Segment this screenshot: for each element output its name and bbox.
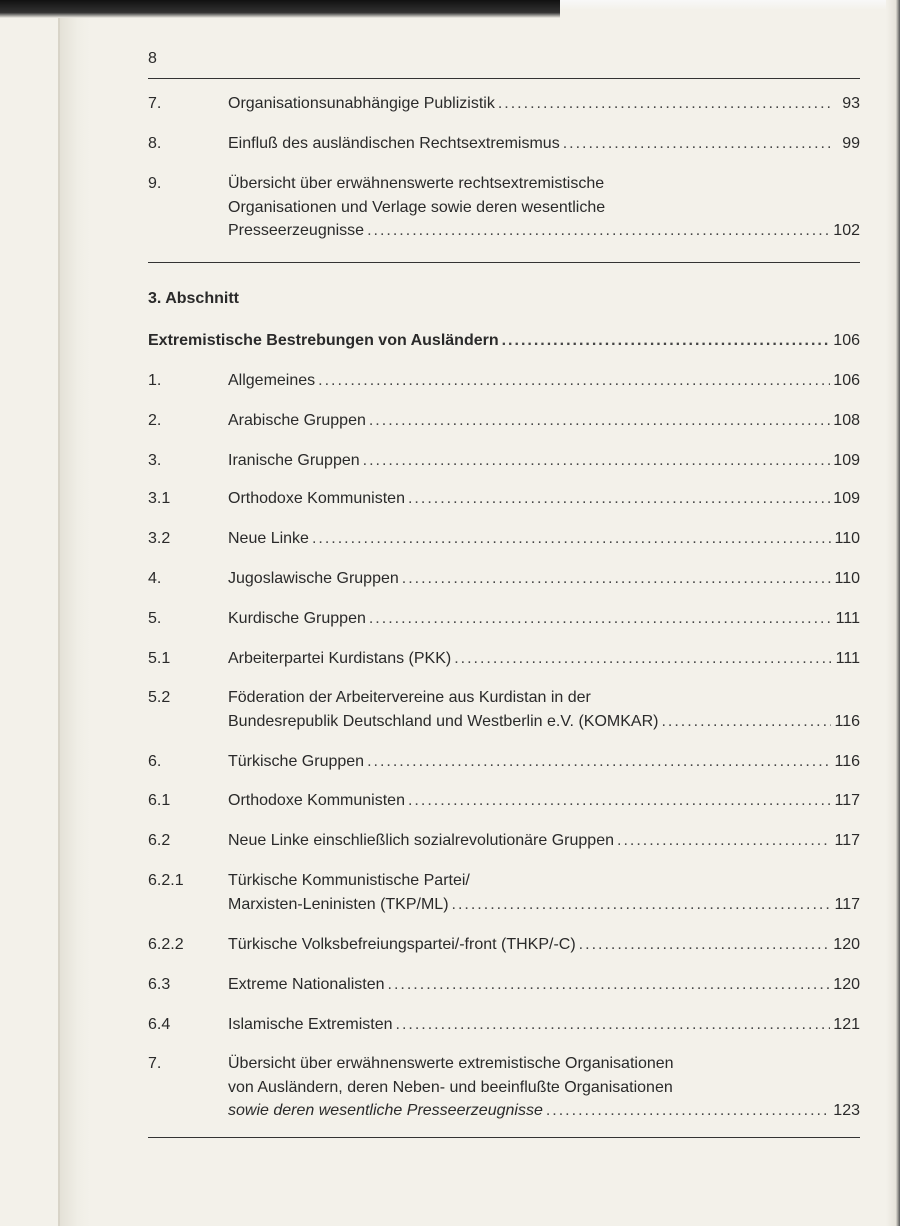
toc-entry	[148, 567, 860, 591]
toc-entry	[148, 973, 860, 997]
toc-entry	[148, 647, 860, 671]
toc-entry	[148, 527, 860, 551]
dot-leader	[388, 973, 831, 997]
entry-title: Türkische Gruppen	[228, 753, 365, 770]
toc-entry	[148, 829, 860, 853]
entry-number: 2.	[148, 412, 162, 429]
entry-title: Iranische Gruppen	[228, 452, 360, 469]
entry-page: 116	[834, 753, 860, 770]
entry-page: 117	[834, 792, 860, 809]
entry-page: 121	[833, 1016, 860, 1033]
toc-entry	[148, 172, 860, 243]
dot-leader	[579, 933, 831, 957]
toc-entry	[148, 789, 860, 813]
toc-entry	[148, 686, 860, 733]
entry-number: 5.2	[148, 689, 171, 706]
entry-page: 109	[833, 490, 860, 507]
entry-number: 1.	[148, 372, 162, 389]
dot-leader	[454, 647, 832, 671]
entry-page: 120	[833, 976, 860, 993]
entry-page: 109	[833, 452, 860, 469]
page-number: 8	[148, 50, 157, 67]
entry-page: 111	[835, 610, 860, 627]
dot-leader	[369, 607, 833, 631]
dot-leader	[369, 409, 830, 433]
section-label: 3. Abschnitt	[148, 290, 239, 307]
entry-title: Islamische Extremisten	[228, 1016, 393, 1033]
entry-number: 5.1	[148, 650, 171, 667]
entry-number: 3.2	[148, 530, 171, 547]
section-heading-page: 106	[833, 332, 860, 349]
entry-number: 6.2.1	[148, 872, 184, 889]
entry-title: Neue Linke	[228, 530, 309, 547]
entry-number: 7.	[148, 95, 162, 112]
entry-number: 3.	[148, 452, 162, 469]
entry-number: 6.4	[148, 1016, 171, 1033]
dot-leader	[367, 750, 831, 774]
section-heading-title: Extremistische Bestrebungen von Ausländern	[148, 332, 499, 349]
entry-page: 99	[842, 135, 860, 152]
entry-title: Türkische Volksbefreiungspartei/-front (THKP/-C)	[228, 936, 576, 953]
entry-title: Einfluß des ausländischen Rechtsextremismus	[228, 135, 560, 152]
entry-title: Presseerzeugnisse	[228, 222, 365, 239]
entry-title: Föderation der Arbeitervereine aus Kurdistan in der	[228, 689, 591, 706]
entry-title: Übersicht über erwähnenswerte rechtsextremistische	[228, 175, 605, 192]
entry-title: Marxisten-Leninisten (TKP/ML)	[228, 895, 449, 913]
dot-leader	[402, 567, 832, 591]
dot-leader	[396, 1013, 831, 1037]
entry-title: Bundesrepublik Deutschland und Westberlin e.V. (KOMKAR)	[228, 712, 659, 730]
entry-title: Organisationen und Verlage sowie deren wesentliche	[228, 198, 606, 216]
entry-page: 102	[833, 222, 860, 239]
toc-entry	[148, 1052, 860, 1123]
entry-title: Organisationsunabhängige Publizistik	[228, 95, 495, 112]
page-binding	[58, 18, 90, 1226]
divider	[148, 1137, 860, 1138]
divider	[148, 262, 860, 263]
dot-leader	[498, 92, 833, 116]
entry-number: 6.3	[148, 976, 171, 993]
dot-leader	[367, 219, 830, 243]
dot-leader	[502, 329, 831, 353]
entry-number: 6.2.2	[148, 936, 184, 953]
toc-entry	[148, 487, 860, 511]
entry-title: Neue Linke einschließlich sozialrevolutionäre Gruppen	[228, 832, 614, 849]
toc-entry	[148, 409, 860, 433]
toc-entry	[148, 369, 860, 393]
entry-title: Jugoslawische Gruppen	[228, 570, 399, 587]
toc-entry	[148, 607, 860, 631]
dot-leader	[563, 132, 833, 156]
entry-page: 111	[835, 650, 860, 667]
dot-leader	[312, 527, 832, 551]
entry-number: 6.2	[148, 832, 171, 849]
entry-number: 9.	[148, 175, 162, 192]
entry-number: 6.1	[148, 792, 171, 809]
entry-page: 117	[834, 832, 860, 849]
entry-title: Kurdische Gruppen	[228, 610, 366, 627]
entry-title: sowie deren wesentliche Presseerzeugnisse	[228, 1102, 543, 1119]
entry-page: 108	[833, 412, 860, 429]
entry-page: 123	[833, 1102, 860, 1119]
entry-title: Orthodoxe Kommunisten	[228, 792, 405, 809]
entry-title: von Ausländern, deren Neben- und beeinflußte Organisationen	[228, 1078, 673, 1096]
entry-number: 8.	[148, 135, 162, 152]
page-edge	[886, 0, 900, 1226]
toc-entry	[148, 869, 860, 916]
entry-page: 117	[834, 895, 860, 913]
dot-leader	[452, 893, 832, 917]
entry-title: Extreme Nationalisten	[228, 976, 385, 993]
entry-page: 120	[833, 936, 860, 953]
entry-number: 3.1	[148, 490, 171, 507]
dot-leader	[546, 1099, 830, 1123]
entry-page: 93	[842, 95, 860, 112]
entry-page: 116	[834, 712, 860, 730]
entry-title: Türkische Kommunistische Partei/	[228, 872, 470, 889]
entry-number: 4.	[148, 570, 162, 587]
toc-entry	[148, 132, 860, 156]
entry-number: 7.	[148, 1055, 162, 1072]
entry-number: 6.	[148, 753, 162, 770]
dot-leader	[408, 487, 830, 511]
dot-leader	[363, 449, 831, 473]
dot-leader	[617, 829, 831, 853]
entry-page: 110	[834, 570, 860, 587]
entry-title: Übersicht über erwähnenswerte extremistische Organisationen	[228, 1055, 674, 1072]
toc-entry	[148, 92, 860, 116]
entry-title: Arbeiterpartei Kurdistans (PKK)	[228, 650, 452, 667]
entry-number: 5.	[148, 610, 162, 627]
entry-page: 106	[833, 372, 860, 389]
dot-leader	[661, 710, 831, 734]
divider	[148, 78, 860, 79]
dot-leader	[408, 789, 832, 813]
section-heading	[148, 329, 860, 353]
entry-title: Orthodoxe Kommunisten	[228, 490, 405, 507]
dot-leader	[318, 369, 830, 393]
toc-entry	[148, 750, 860, 774]
entry-title: Allgemeines	[228, 372, 316, 389]
toc-entry	[148, 933, 860, 957]
scan-shadow	[0, 0, 560, 18]
entry-title: Arabische Gruppen	[228, 412, 366, 429]
toc-entry	[148, 449, 860, 473]
toc-entry	[148, 1013, 860, 1037]
entry-page: 110	[834, 530, 860, 547]
